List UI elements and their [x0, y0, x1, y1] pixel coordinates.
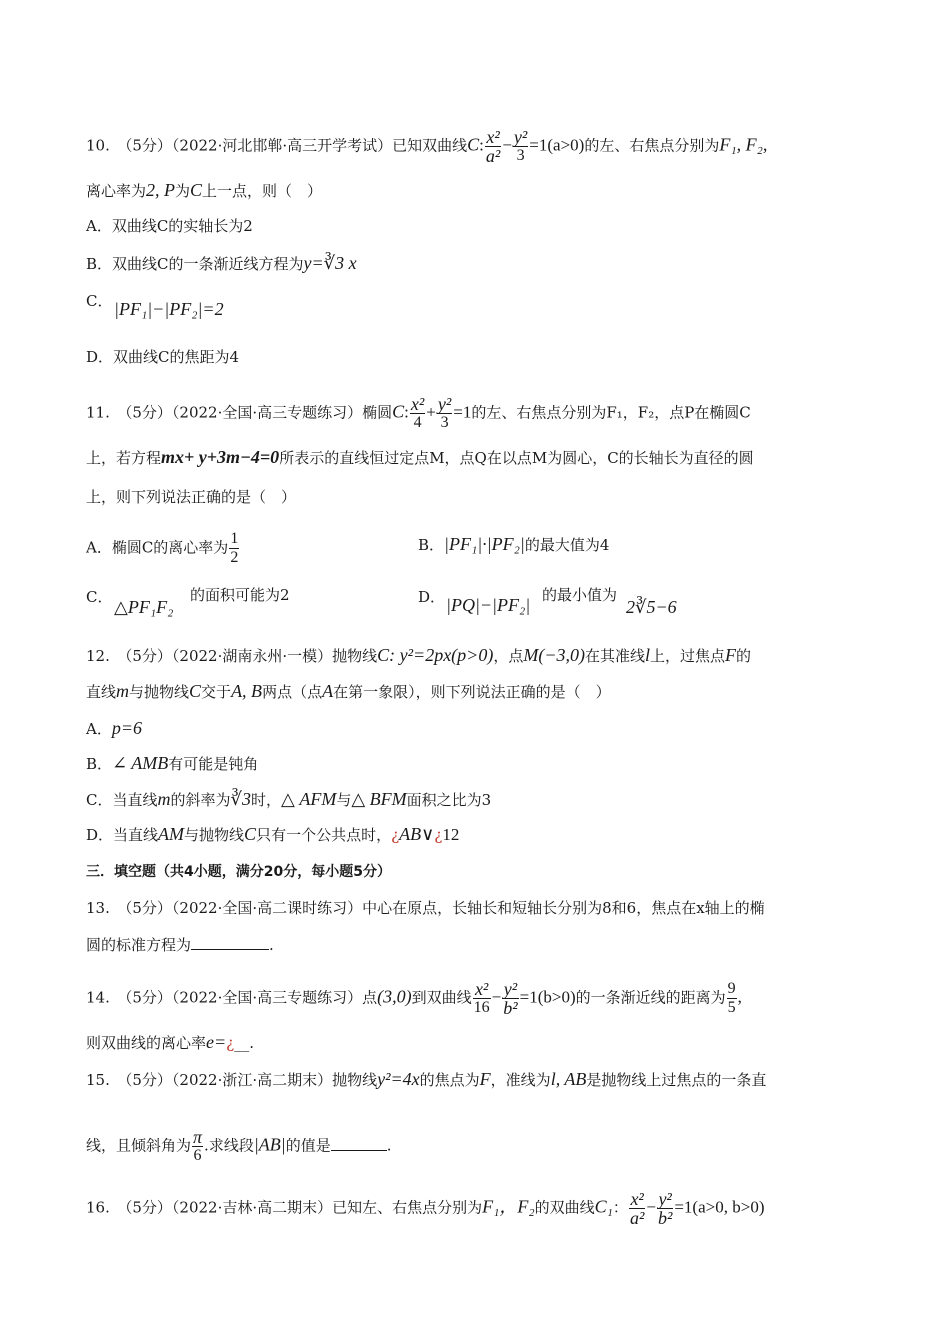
q11-option-a-fraction: $\frac{1}{2}$ [230, 530, 239, 566]
q15-answer-blank[interactable] [331, 1150, 387, 1151]
q11-option-b: B．|PF₁|·|PF₂|的最大值为4 [418, 534, 610, 554]
q14-line1: 14. （5分）（2022·全国·高三专题练习）点(3,0)到双曲线 $\frac{\text{x²}}{16}$ − $\frac{\text{y²}}{\text{b²}}$ =1(b>0)的一条渐近线的距离为 $\frac{9}{5}$ , [86, 979, 742, 1018]
section-heading: 三．填空题（共4小题，满分20分，每小题5分） [86, 864, 391, 880]
q16-line1: 16. （5分）（2022·吉林·高二期末）已知左、右焦点分别为F₁，F₂的双曲线C₁： $\frac{\text{x²}}{\text{a²}}$ − $\frac{\text{y²}}{\text{b²}}$ =1(a>0, b>0) [86, 1189, 765, 1228]
q10-option-c [114, 298, 224, 321]
q13-line1: 13. （5分）（2022·全国·高二课时练习）中心在原点，长轴长和短轴长分别为8和6，焦点在x轴上的椭 [86, 899, 765, 917]
q12-source: （2022·湖南永州·一模） [171, 647, 333, 665]
q11-fraction-x: $\frac{\text{x²}}{4}$ [410, 394, 425, 431]
q11-option-c-text: 的面积可能为2 [190, 586, 290, 604]
q10-foci: F₁, F₂, [719, 134, 768, 155]
q10-line2: 离心率为2, P为C上一点，则（ ） [86, 180, 323, 200]
q14-fraction-y: $\frac{\text{y²}}{\text{b²}}$ [503, 979, 518, 1018]
q11-option-d-value: 2∛5−6 [626, 597, 677, 617]
q11-line1: 11. （5分）（2022·全国·高三专题练习）椭圆C: $\frac{\text{x²}}{4}$ + $\frac{\text{y²}}{3}$ =1的左、右焦点分别为F₁，F₂，点P在椭圆C [86, 394, 751, 431]
q14-fraction-x: $\frac{\text{x²}}{16}$ [473, 979, 490, 1016]
q12-option-d: D．当直线AM与抛物线C只有一个公共点时，¿AB∨¿12 [86, 824, 460, 844]
q14-distance-fraction: $\frac{9}{5}$ [727, 980, 736, 1016]
q10-equation-rest: =1(a>0) [529, 135, 585, 155]
q12-equation: C: y²=2px(p>0) [377, 645, 494, 665]
q11-option-d-text: 的最小值为 [542, 586, 618, 604]
q11-fraction-y: $\frac{\text{y²}}{3}$ [437, 394, 452, 431]
q10-fraction-x: $\frac{\text{x²}}{\text{a²}}$ [485, 127, 501, 166]
q11-line3: 上，则下列说法正确的是（ ） [86, 488, 297, 506]
q11-line-equation: mx+ y+3m−4=0 [161, 447, 280, 467]
q12-line1: 12. （5分）（2022·湖南永州·一模）抛物线C: y²=2px(p>0)，点M(−3,0)在其准线l上，过焦点F的 [86, 645, 752, 665]
q13-line2: 圆的标准方程为 . [86, 936, 274, 954]
q11-source: （2022·全国·高三专题练习） [171, 403, 363, 422]
q14-line2: 则双曲线的离心率e=¿__. [86, 1032, 254, 1052]
q15-angle-fraction: $\frac{\pi}{6}$ [193, 1127, 203, 1164]
q10-source: （2022·河北邯郸·高三开学考试） [171, 136, 393, 155]
q10-option-c-math: |PF₁|−|PF₂|=2 [114, 299, 224, 319]
q12-line2: 直线m与抛物线C交于A, B两点（点A在第一象限），则下列说法正确的是（ ） [86, 681, 611, 701]
q10-stem-b: 的左、右焦点分别为 [584, 136, 720, 155]
q15-line1: 15. （5分）（2022·浙江·高二期末）抛物线y²=4x的焦点为F，准线为l, AB是抛物线上过焦点的一条直 [86, 1069, 767, 1089]
q10-number: 10. [86, 136, 110, 155]
q12-option-c: C．当直线m的斜率为∛3时，△ AFM与△ BFM面积之比为3 [86, 789, 492, 809]
q11-option-c: △PF₁F₂ [114, 597, 174, 617]
q11-option-c-label: C． [86, 588, 113, 606]
q10-option-a: A．双曲线C的实轴长为2 [86, 217, 253, 235]
q10-option-b: B．双曲线C的一条渐近线方程为y=∛3 x [86, 253, 357, 273]
q11-option-d-label: D． [418, 588, 446, 606]
q13-answer-blank[interactable] [191, 949, 269, 950]
q10-stem: 已知双曲线 [392, 136, 468, 155]
q12-option-a: A．p=6 [86, 718, 142, 738]
q11-option-d: |PQ|−|PF₂| [446, 595, 531, 615]
q12-option-b: B．∠ AMB有可能是钝角 [86, 753, 259, 773]
q10-option-b-math: y=∛3 x [303, 253, 357, 273]
q15-line2: 线，且倾斜角为 $\frac{\pi}{6}$ .求线段|AB|的值是 . [86, 1127, 392, 1164]
q10-curve-name: C [467, 134, 480, 155]
q10-eccentricity: 2, P [146, 180, 176, 200]
q11-line2: 上，若方程mx+ y+3m−4=0所表示的直线恒过定点M，点Q在以点M为圆心，C的长轴长为直径的圆 [86, 447, 754, 467]
q10-line1: 10. （5分）（2022·河北邯郸·高三开学考试）已知双曲线C: $\frac{\text{x²}}{\text{a²}}$ − $\frac{\text{y²}}{3}$ =1(a>0)的左、右焦点分别为F₁, F₂, [86, 127, 768, 166]
q10-fraction-y: $\frac{\text{y²}}{3}$ [513, 127, 528, 164]
q16-fraction-y: $\frac{\text{y²}}{\text{b²}}$ [657, 1189, 673, 1228]
q11-option-a: A．椭圆C的离心率为 $\frac{1}{2}$ [86, 530, 239, 566]
q14-answer-blank[interactable]: __. [234, 1034, 254, 1052]
q10-option-d: D．双曲线C的焦距为4 [86, 348, 240, 366]
q10-score: （5分） [124, 136, 172, 155]
q16-fraction-x: $\frac{\text{x²}}{\text{a²}}$ [629, 1189, 645, 1228]
q10-option-c-label: C． [86, 292, 113, 310]
